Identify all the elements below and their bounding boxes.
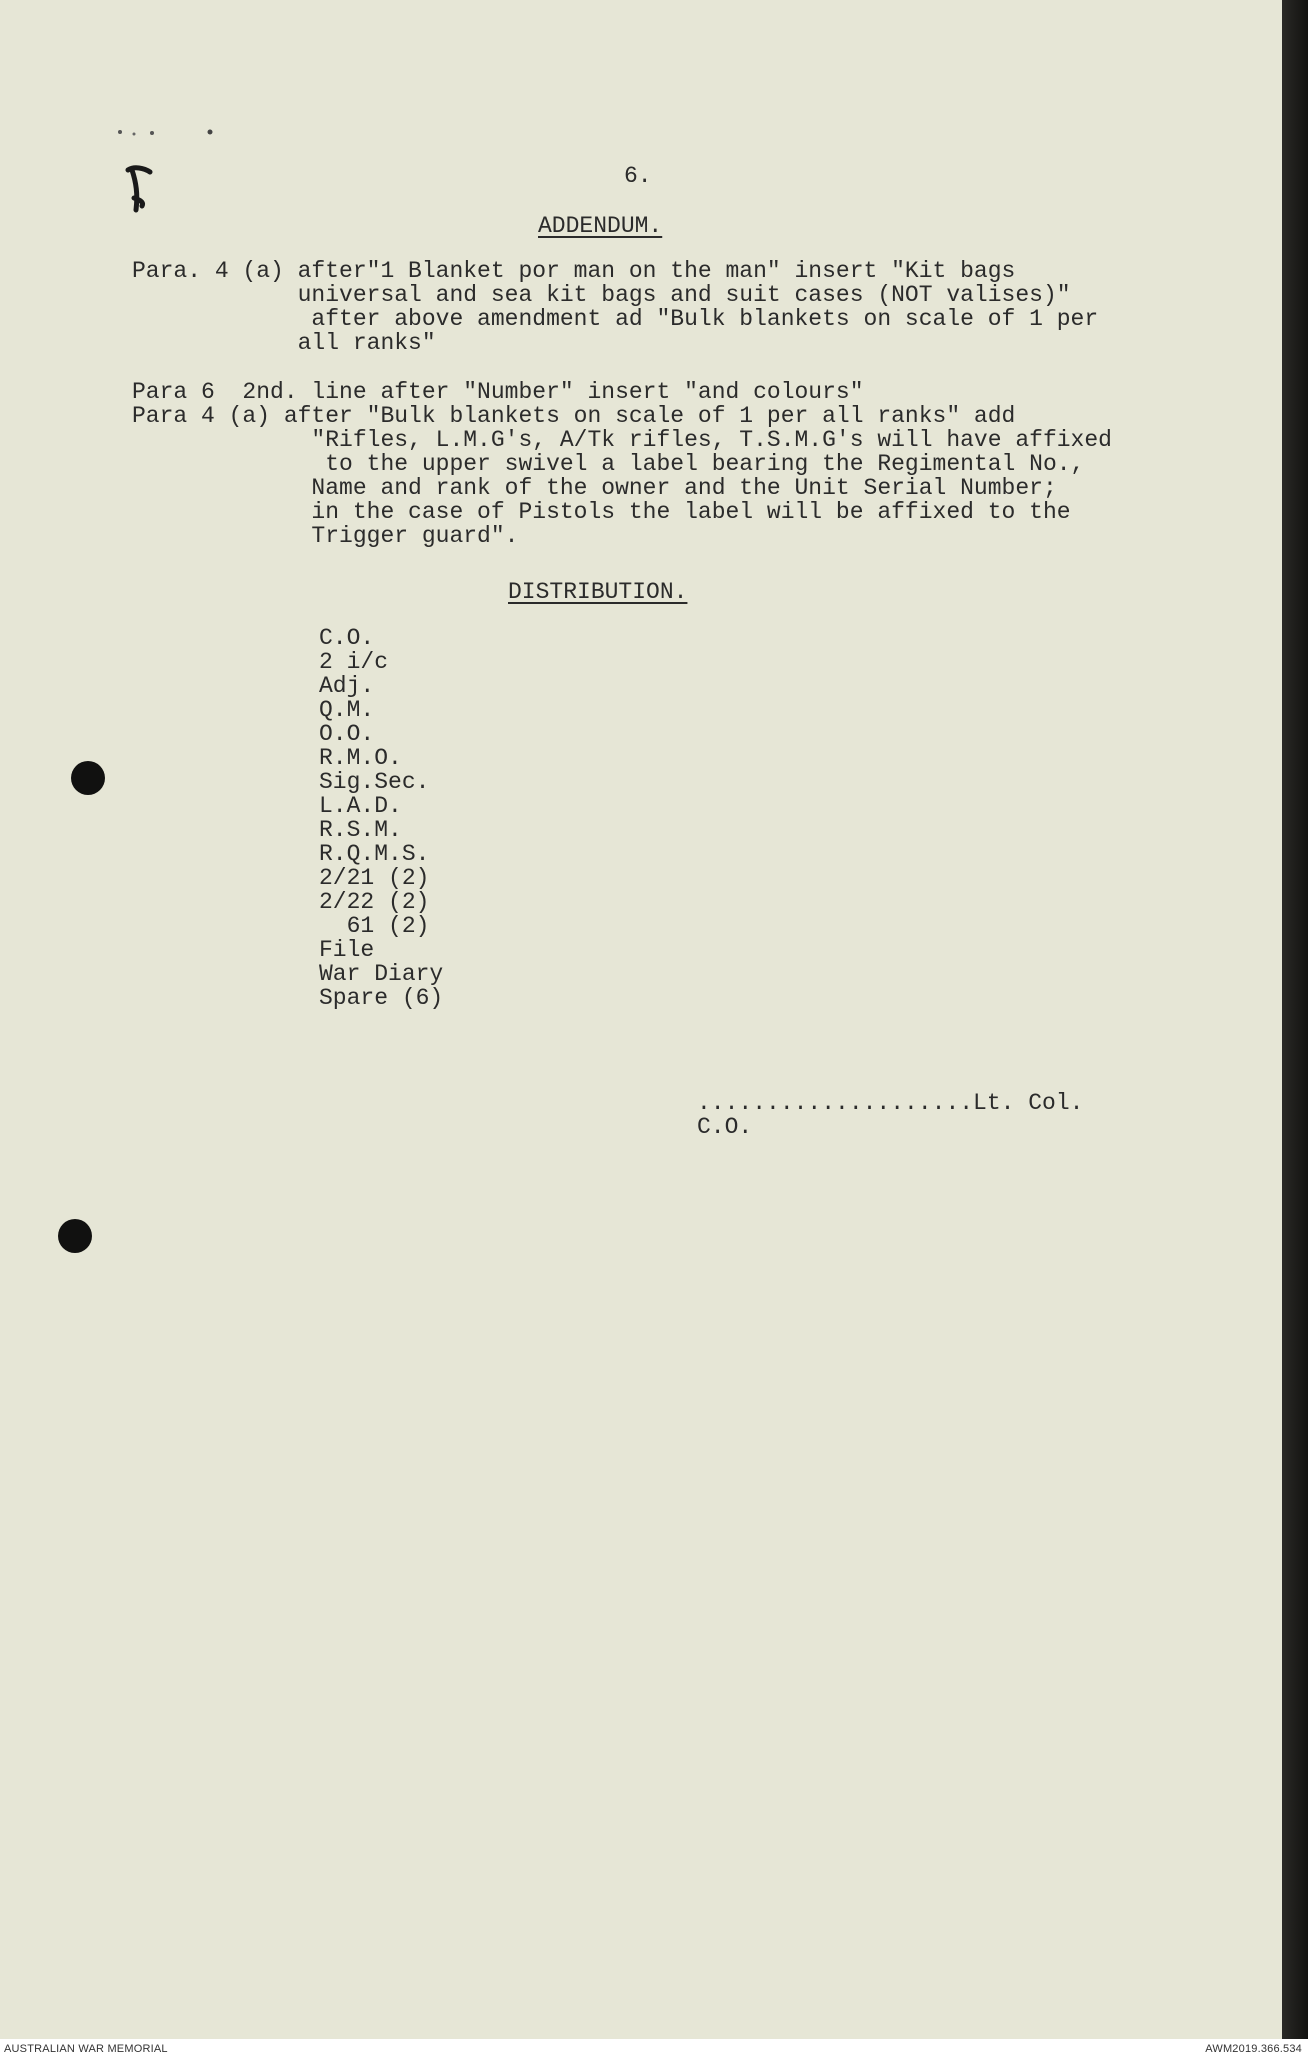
distribution-item: File xyxy=(319,937,375,963)
distribution-item: 2 i/c xyxy=(319,649,389,675)
addendum-line: Name and rank of the owner and the Unit Serial Number; xyxy=(132,475,1057,501)
addendum-line: in the case of Pistols the label will be affixed to the xyxy=(132,499,1071,525)
distribution-item: Sig.Sec. xyxy=(319,769,430,795)
signature-line: ....................Lt. Col. xyxy=(697,1090,1084,1116)
distribution-item: R.S.M. xyxy=(319,817,402,843)
addendum-line: universal and sea kit bags and suit cases (NOT valises)" xyxy=(132,282,1071,308)
distribution-item: Adj. xyxy=(319,673,375,699)
punch-hole xyxy=(58,1219,92,1253)
signature-title: C.O. xyxy=(697,1114,753,1140)
addendum-line: all ranks" xyxy=(132,330,436,356)
addendum-line: Para 6 2nd. line after "Number" insert "and colours" xyxy=(132,379,864,405)
addendum-heading: ADDENDUM. xyxy=(538,213,663,239)
addendum-line: Para. 4 (a) after"1 Blanket por man on the man" insert "Kit bags xyxy=(132,258,1016,284)
ink-smudge-icon xyxy=(112,122,222,144)
distribution-item: 61 (2) xyxy=(319,913,430,939)
distribution-item: R.Q.M.S. xyxy=(319,841,430,867)
addendum-line: to the upper swivel a label bearing the Regimental No., xyxy=(132,451,1085,477)
addendum-line: Para 4 (a) after "Bulk blankets on scale of 1 per all ranks" add xyxy=(132,403,1016,429)
punch-hole xyxy=(71,761,105,795)
footer-accession-number: AWM2019.366.534 xyxy=(1205,2043,1302,2055)
page-number: 6. xyxy=(624,163,652,189)
distribution-item: Spare (6) xyxy=(319,985,444,1011)
footer-bar xyxy=(0,2039,1308,2061)
page-edge-shadow xyxy=(1282,0,1308,2039)
addendum-line: after above amendment ad "Bulk blankets on scale of 1 per xyxy=(132,306,1099,332)
distribution-heading: DISTRIBUTION. xyxy=(508,579,688,605)
distribution-item: C.O. xyxy=(319,625,375,651)
addendum-line: Trigger guard". xyxy=(132,523,519,549)
distribution-item: 2/22 (2) xyxy=(319,889,430,915)
distribution-item: 2/21 (2) xyxy=(319,865,430,891)
distribution-item: Q.M. xyxy=(319,697,375,723)
distribution-item: O.O. xyxy=(319,721,375,747)
footer-credit: AUSTRALIAN WAR MEMORIAL xyxy=(4,2043,168,2055)
distribution-item: War Diary xyxy=(319,961,444,987)
addendum-line: "Rifles, L.M.G's, A/Tk rifles, T.S.M.G's will have affixed xyxy=(132,427,1112,453)
distribution-item: L.A.D. xyxy=(319,793,402,819)
distribution-item: R.M.O. xyxy=(319,745,402,771)
